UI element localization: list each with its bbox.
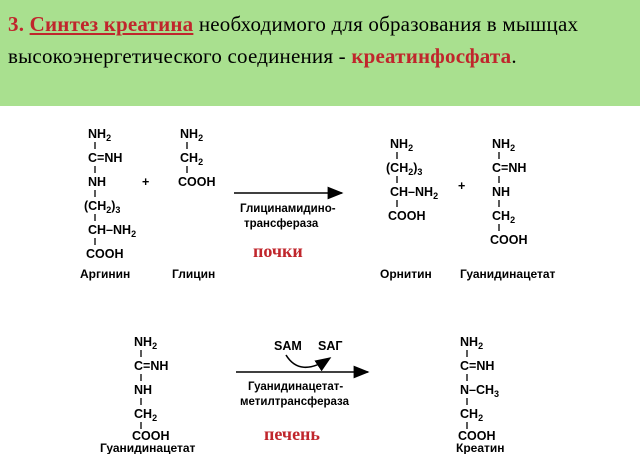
- gaa1-cnh: C=NH: [492, 161, 527, 175]
- gaa2-nh: NH: [134, 383, 153, 397]
- creatine-synthesis-diagram: [0, 106, 640, 454]
- enzyme-1-line2: трансфераза: [244, 218, 319, 230]
- enzyme-2-line2: метилтрансфераза: [240, 396, 349, 408]
- guanidinoacetate-structure-2: [100, 335, 196, 454]
- gaa1-ch2: $CH_2$: [492, 209, 516, 225]
- slide-title: [8, 8, 633, 72]
- arginine-label: Аргинин: [80, 267, 131, 281]
- arginine-nh2: $NH_2$: [88, 127, 112, 143]
- creatine-nh2: $NH_2$: [460, 335, 484, 351]
- gaa1-nh2: $NH_2$: [492, 137, 516, 153]
- ornithine-ch-nh2: $CH-NH_2$: [390, 185, 439, 201]
- cofactor-sah: SAГ: [318, 339, 343, 353]
- gaa2-ch2: $CH_2$: [134, 407, 158, 423]
- enzyme-1-line1: Глицинамидино-: [240, 203, 336, 215]
- gaa2-nh2: $NH_2$: [134, 335, 158, 351]
- arginine-ch2: $(CH_2)_3$: [84, 199, 121, 215]
- title-end: .: [511, 44, 517, 68]
- glycine-nh2: $NH_2$: [180, 127, 204, 143]
- plus-sign-2: +: [458, 179, 466, 193]
- creatine-ch2: $CH_2$: [460, 407, 484, 423]
- glycine-label: Глицин: [172, 267, 216, 281]
- glycine-cooh: COOH: [178, 175, 216, 189]
- title-highlight-2: креатинфосфата: [351, 44, 512, 68]
- plus-sign-1: +: [142, 175, 150, 189]
- ornithine-ch2: $(CH_2)_3$: [386, 161, 423, 177]
- title-highlight: Синтез креатина: [29, 12, 194, 36]
- arginine-nh: NH: [88, 175, 107, 189]
- creatine-label: Креатин: [456, 441, 505, 454]
- creatine-nch3: $N-CH_3$: [460, 383, 500, 399]
- title-banner: [0, 0, 640, 106]
- arginine-cooh: COOH: [86, 247, 124, 261]
- cofactor-curve-arrow: [286, 355, 330, 367]
- gaa1-cooh: COOH: [490, 233, 528, 247]
- glycine-ch2: $CH_2$: [180, 151, 204, 167]
- ornithine-structure: [380, 137, 438, 281]
- gaa1-nh: NH: [492, 185, 511, 199]
- organ-liver: печень: [264, 424, 320, 444]
- organ-kidneys: почки: [253, 241, 303, 261]
- gaa2-cnh: C=NH: [134, 359, 169, 373]
- creatine-cnh: C=NH: [460, 359, 495, 373]
- ornithine-nh2: $NH_2$: [390, 137, 414, 153]
- guanidinoacetate-label-1: Гуанидинацетат: [460, 267, 556, 281]
- guanidinoacetate-structure-1: [460, 137, 556, 281]
- arginine-structure: [80, 127, 136, 281]
- title-number: 3.: [8, 12, 25, 36]
- title-text: необходимого для образования в мышцах высокоэнергетического соединения -: [8, 12, 579, 68]
- arginine-ch-nh2: $CH-NH_2$: [88, 223, 137, 239]
- enzyme-2-line1: Гуанидинацетат-: [248, 381, 344, 393]
- ornithine-label: Орнитин: [380, 267, 432, 281]
- cofactor-sam: SAM: [274, 339, 302, 353]
- arginine-cnh: C=NH: [88, 151, 123, 165]
- creatine-cooh: COOH: [458, 429, 496, 443]
- gaa2-cooh: COOH: [132, 429, 170, 443]
- guanidinoacetate-label-2: Гуанидинацетат: [100, 441, 196, 454]
- creatine-structure: [456, 335, 505, 454]
- ornithine-cooh: COOH: [388, 209, 426, 223]
- glycine-structure: [172, 127, 216, 281]
